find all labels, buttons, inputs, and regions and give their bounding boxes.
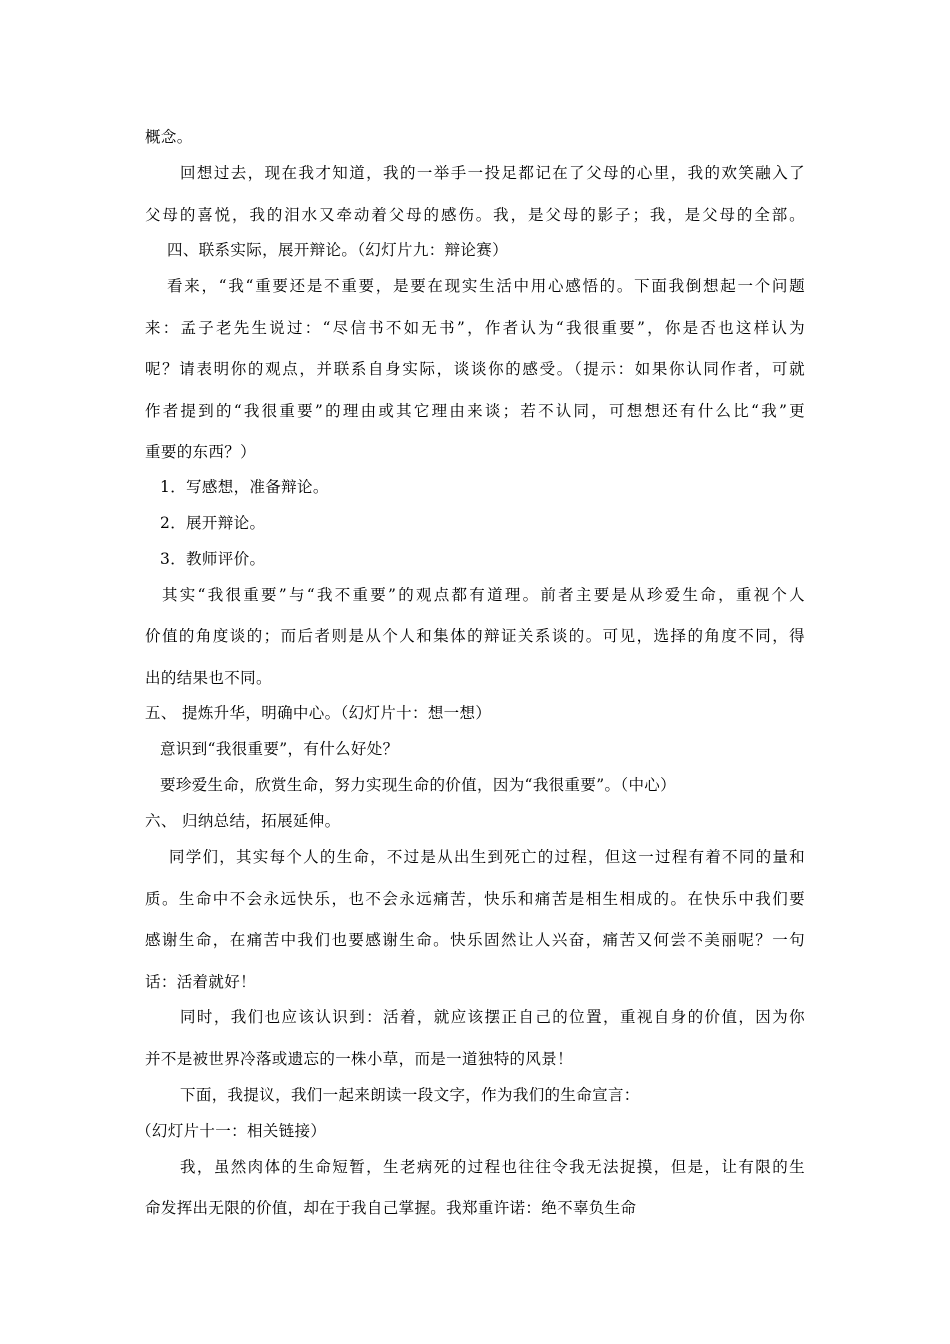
text-line: 同时，我们也应该认识到：活着，就应该摆正自己的位置，重视自身的价值，因为你 xyxy=(180,1008,805,1026)
text-line: 同学们，其实每个人的生命，不过是从出生到死亡的过程，但这一过程有着不同的量和 xyxy=(169,848,805,866)
text-line: 概念。 xyxy=(145,128,193,146)
text-line: 我，虽然肉体的生命短暂，生老病死的过程也往往令我无法捉摸，但是，让有限的生 xyxy=(180,1158,805,1176)
text-line: 重要的东西？） xyxy=(145,443,256,461)
text-line: 要珍爱生命，欣赏生命，努力实现生命的价值，因为“我很重要”。（中心） xyxy=(160,776,677,794)
text-line: 价值的角度谈的；而后者则是从个人和集体的辩证关系谈的。可见，选择的角度不同，得 xyxy=(145,627,805,645)
text-line: 命发挥出无限的价值，却在于我自己掌握。我郑重许诺：绝不辜负生命 xyxy=(145,1199,637,1217)
list-item: 3．教师评价。 xyxy=(160,550,266,568)
list-item: 1．写感想，准备辩论。 xyxy=(160,478,329,496)
text-line: 出的结果也不同。 xyxy=(145,669,272,687)
text-line: 来：孟子老先生说过：“尽信书不如无书”，作者认为“我很重要”，你是否也这样认为 xyxy=(145,319,805,337)
text-line: 看来，“我“重要还是不重要，是要在现实生活中用心感悟的。下面我倒想起一个问题 xyxy=(167,277,805,295)
text-line: 呢？请表明你的观点，并联系自身实际，谈谈你的感受。（提示：如果你认同作者，可就 xyxy=(145,360,805,378)
section-heading: 四、联系实际，展开辩论。（幻灯片九：辩论赛） xyxy=(167,241,508,259)
text-line: 作者提到的“我很重要”的理由或其它理由来谈；若不认同，可想想还有什么比“我”更 xyxy=(145,402,805,420)
text-line: 其实“我很重要”与“我不重要”的观点都有道理。前者主要是从珍爱生命，重视个人 xyxy=(162,586,805,604)
text-line: 质。生命中不会永远快乐，也不会永远痛苦，快乐和痛苦是相生相成的。在快乐中我们要 xyxy=(145,890,805,908)
list-item: 2．展开辩论。 xyxy=(160,514,266,532)
section-heading: 六、 归纳总结，拓展延伸。 xyxy=(145,812,341,830)
text-line: 并不是被世界冷落或遗忘的一株小草，而是一道独特的风景！ xyxy=(145,1050,573,1068)
text-line: 话：活着就好！ xyxy=(145,973,256,991)
text-line: 回想过去，现在我才知道，我的一举手一投足都记在了父母的心里，我的欢笑融入了 xyxy=(180,164,805,182)
text-line: 下面，我提议，我们一起来朗读一段文字，作为我们的生命宣言： xyxy=(180,1086,640,1104)
text-line: 父母的喜悦，我的泪水又牵动着父母的感伤。我，是父母的影子；我，是父母的全部。 xyxy=(145,206,805,224)
section-heading: 五、 提炼升华，明确中心。（幻灯片十：想一想） xyxy=(145,704,492,722)
slide-reference: （幻灯片十一：相关链接） xyxy=(136,1122,327,1140)
text-line: 意识到“我很重要”，有什么好处？ xyxy=(160,740,399,758)
text-line: 感谢生命，在痛苦中我们也要感谢生命。快乐固然让人兴奋，痛苦又何尝不美丽呢？一句 xyxy=(145,931,805,949)
